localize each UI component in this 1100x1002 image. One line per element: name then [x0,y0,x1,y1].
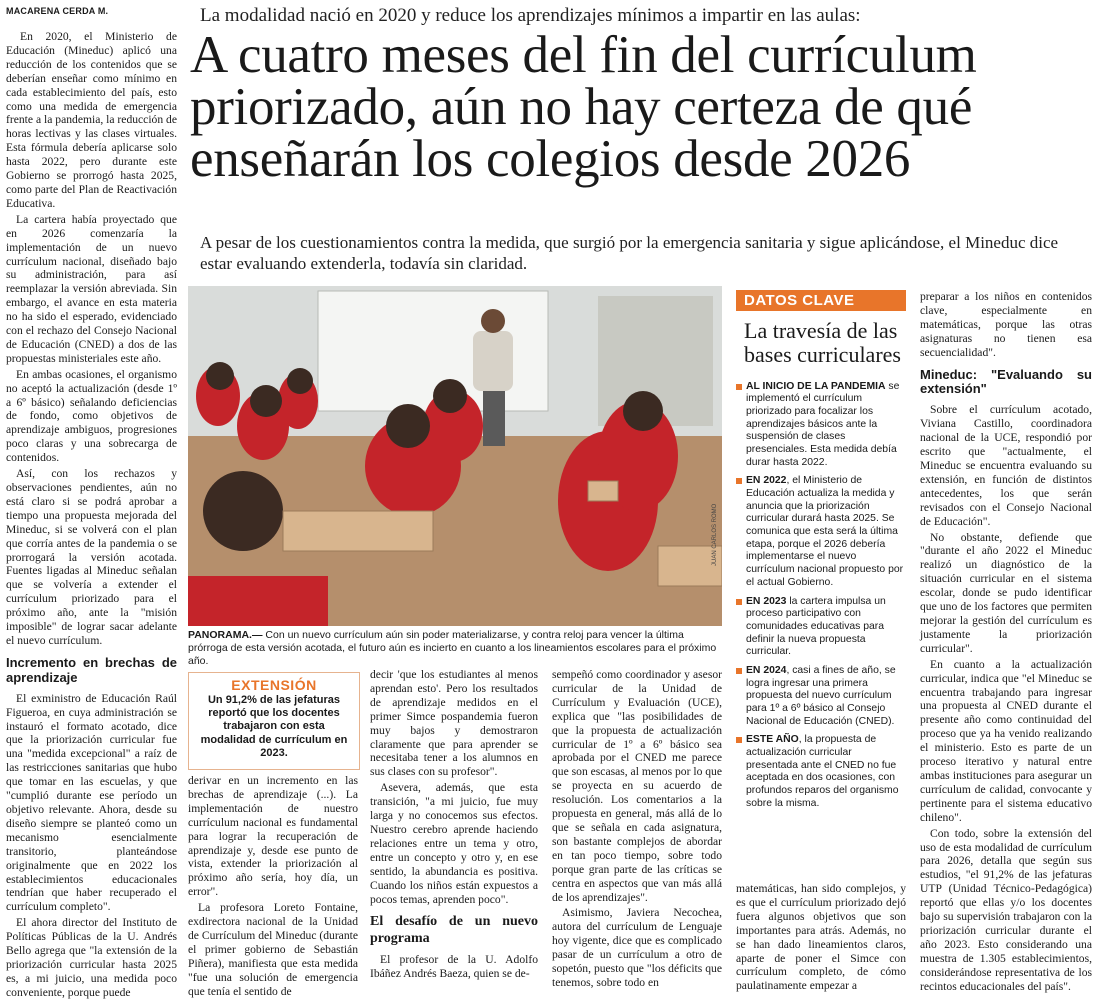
col7-subhead: Mineduc: "Evaluando su extensión" [920,366,1092,397]
col7-paragraph: Con todo, sobre la extensión del uso de esta modalidad de currículum para 2026, detalla que según sus estudios, "el 91,2% de las jefaturas UTP (Unidad Técnico-Pedagógica) reportó que ellas y/o los docentes bajo su supervisión trabajaron con la priorización curricular durante el año 2023. Esto considerando una muestra de 1.305 establecimientos, considerándose representativa de los recintos educacionales del país". [920,826,1092,993]
bullet-square-icon [736,668,742,674]
byline: MACARENA CERDA M. [6,6,109,16]
datos-item-text: la cartera impulsa un proceso participativo con comunidades educativas para definir la nueva propuesta curricular. [746,595,886,658]
datos-item-text: , el Ministerio de Educación actualiza la medida y anuncia que la priorización curricular durará hasta 2025. Se comunica que esta será la última etapa, porque el 2026 debería implementarse el nuevo currículum nacional propuesto por el actual Gobierno. [746,475,904,588]
datos-item-label: ESTE AÑO [746,734,799,746]
datos-item-label: EN 2022 [746,475,787,487]
extension-box [188,672,360,770]
bullet-square-icon [736,737,742,743]
column-1 [6,30,177,1002]
datos-item-text: , casi a fines de año, se logra ingresar una primera propuesta del nuevo currículum para 1º a 6º básico al Consejo Nacional de Educación (CNED). [746,664,896,727]
datos-item-label: EN 2024 [746,664,787,676]
col3-subhead: El desafío de un nuevo programa [370,914,538,946]
col1-paragraph: La cartera había proyectado que en 2026 comenzaría la implementación de un nuevo currículum nacional, diseñado bajo su administración, para así reemplazar la versión abreviada. Sin embargo, el avance en esta materia no ha sido el esperado, evidenciado con el rechazo del Consejo Nacional de Educación (CNED) a dos de las propuestas ministeriales este año. [6,212,177,365]
bullet-square-icon [736,478,742,484]
datos-head: DATOS CLAVE [736,290,906,311]
classroom-photo [188,286,722,626]
column-4 [552,668,722,992]
kicker: La modalidad nació en 2020 y reduce los aprendizajes mínimos a impartir en las aulas: [200,5,861,26]
col1-paragraph: El ahora director del Instituto de Políticas Públicas de la U. Andrés Bello agrega que "la extensión de la priorización curricular hasta 2025 es, a mi juicio, una medida poco conveniente, porque puede [6,916,177,999]
datos-list [736,381,906,811]
column-3 [370,668,538,982]
col4-paragraph: Asimismo, Javiera Necochea, autora del currículum de Lenguaje hoy vigente, dice que es complicado pasar de un currículum a otro de sopetón, puesto que "los déficits que tenemos, sobre todo en [552,906,722,989]
column-2 [188,774,358,1001]
col2-paragraph: derivar en un incremento en las brechas de aprendizaje (...). La implementación de nuestro currículum nacional es fundamental para lograr la recuperación de aprendizaje y, desde ese punto de vista, extender la priorización al próximo año sería, hoy día, un error". [188,774,358,899]
caption-label: PANORAMA.— [188,629,263,641]
col3-paragraph: El profesor de la U. Adolfo Ibáñez Andrés Baeza, quien se de- [370,952,538,980]
col3-paragraph: decir 'que los estudiantes al menos aprendan esto'. Pero los resultados de aprendizaje medidos en el primer Simce pospandemia fueron muy bajos y demostraron claramente que para aprender se necesitaba tener a los alumnos en sus clases con su profesor". [370,668,538,779]
datos-item [736,596,906,659]
col2-paragraph: La profesora Loreto Fontaine, exdirectora nacional de la Unidad de Currículum del Mineduc (durante el primer gobierno de Sebastián Piñera), manifiesta que esta medida "fue una solución de emergencia que tenía el sentido de [188,901,358,998]
datos-item-text: se implementó el currículum priorizado para focalizar los aprendizajes básicos ante la suspensión de clases presenciales. Esta medida debía durar hasta 2022. [746,380,900,468]
col3-paragraph: Asevera, además, que esta transición, "a mi juicio, fue muy larga y no conocemos sus efectos. Nuestro cerebro aprende haciendo relaciones entre un tema y otro, entre un concepto y otro y, en ese sentido, la abundancia es positiva. Cuando los niños están expuestos a pocos temas, aprenden poco". [370,781,538,906]
col1-paragraph: Así, con los rechazos y observaciones pendientes, aún no está claro si se podrá aprobar a tiempo una propuesta mejorada del Mineduc, si se volverá con el plan que corría antes de la pandemia o se prorrogará la versión acotada. Fuentes ligadas al Mineduc señalan que se volvería a extender el currículum priorizado para el próximo año, ante la "misión imposible" de lograr sacar adelante el nuevo currículum. [6,467,177,647]
col7-paragraph: preparar a los niños en contenidos clave, especialmente en matemáticas, porque las otras asignaturas no tienen esa secuencialidad". [920,290,1092,359]
col7-paragraph: No obstante, defiende que "durante el año 2022 el Mineduc realizó un diagnóstico de la situación curricular en el sistema escolar, donde se pudo identificar que uno de los factores que permiten mejorar la gestión del currículum es justamente la priorización curricular". [920,530,1092,655]
col1-paragraph: En 2020, el Ministerio de Educación (Mineduc) aplicó una reducción de los contenidos que se deberían enseñar como mínimo en cada establecimiento del país, esto como una medida de emergencia frente a la pandemia, la reducción de horas lectivas y las clases virtuales. Esta fórmula debería aplicarse solo hasta 2022, pero durante este Gobierno se prorrogó hasta 2025, como parte del Plan de Reactivación Educativa. [6,30,177,210]
col4-paragraph: sempeñó como coordinador y asesor curricular de la Unidad de Currículum y Evaluación (UCE), explica que "las posibilidades de que la propuesta de actualización curricular de 1º a 6º básico sea aprobada por el CNED me parece que son escasas, al menos por lo que se proyecta en su acuerdo de resolución. Los comentarios a la propuesta en general, más allá de lo que se señala en cada asignatura, son bastante complejos de abordar en tan poco tiempo, sobre todo porque gran parte de las críticas se centra en aspectos que van más allá de los aprendizajes". [552,668,723,904]
col1-subhead: Incremento en brechas de aprendizaje [6,654,177,685]
datos-clave-box [736,290,906,817]
col1-paragraph: El exministro de Educación Raúl Figueroa, en cuya administración se instauró el formato acotado, dice que la priorización curricular fue una "medida excepcional" a raíz de las restricciones sanitarias que hubo que tomar en las escuelas, y que "cumplió durante ese período un objetivo relevante. Ahora, desde su diseño siempre se planteó como un mecanismo esencialmente transitorio, planteándose originalmente que en 2022 los establecimientos educacionales tendrían que haber recuperado el currículum completo". [6,691,177,914]
col1-paragraph: En ambas ocasiones, el organismo no aceptó la actualización (desde 1º a 6º básico) señalando deficiencias de fondo, como objetivos de aprendizaje ambiguos, progresiones poco claras y una sobrecarga de contenidos. [6,367,177,465]
datos-title: La travesía de las bases curriculares [744,318,901,367]
col7-paragraph: Sobre el currículum acotado, Viviana Castillo, coordinadora nacional de la UCE, respondió por escrito que "actualmente, el Mineduc se encuentra evaluando su extensión, en función de distintos antecedentes, los que serán revisados con el Consejo Nacional de Educación". [920,403,1092,528]
datos-item [736,475,906,589]
bullet-square-icon [736,384,742,390]
datos-item-label: EN 2023 [746,595,787,607]
col5-paragraph: matemáticas, han sido complejos, y es que el currículum priorizado dejó fuera algunos objetivos que son importantes para atrás. Además, no se han dado lineamientos claros, aparte de poner el Simce con currículum completo, de cómo paulatinamente empezar a [736,882,906,993]
column-7 [920,290,1092,995]
photo-caption [188,629,722,668]
datos-item [736,381,906,470]
datos-item-text: , la propuesta de actualización curricular presentada ante el CNED no fue aceptada en dos ocasiones, con profundos reparos del organismo sobre la misma. [746,734,899,809]
datos-item [736,734,906,810]
photo-credit: JUAN CARLOS ROMO [712,503,718,566]
datos-item-label: AL INICIO DE LA PANDEMIA [746,380,886,392]
column-5 [736,882,906,995]
extension-text: Un 91,2% de las jefaturas reportó que los docentes trabajaron con esta modalidad de currículum en 2023. [200,694,348,759]
headline: A cuatro meses del fin del currículum priorizado, aún no hay certeza de qué enseñarán los colegios desde 2026 [190,26,977,188]
classroom-illustration [188,286,722,626]
datos-item [736,665,906,728]
extension-head: EXTENSIÓN [231,677,317,693]
lead: A pesar de los cuestionamientos contra la medida, que surgió por la emergencia sanitaria y sigue aplicándose, el Mineduc dice estar evaluando extenderla, todavía sin claridad. [200,233,1059,274]
caption-text: Con un nuevo currículum aún sin poder materializarse, y contra reloj para vencer la última prórroga de esta versión acotada, el futuro aún es incierto en cuanto a los lineamientos escolares para el próximo año. [188,629,717,668]
bullet-square-icon [736,599,742,605]
col7-paragraph: En cuanto a la actualización curricular, indica que "el Mineduc se encuentra trabajando para ingresar una propuesta al CNED durante el presente año como continuidad del proceso que ya ha venido realizando el ministerio. Esto es parte de un proceso iterativo y natural entre ambas instituciones para asegurar un currículum de calidad, convocante y pertinente para el sistema educativo chileno". [920,657,1092,824]
